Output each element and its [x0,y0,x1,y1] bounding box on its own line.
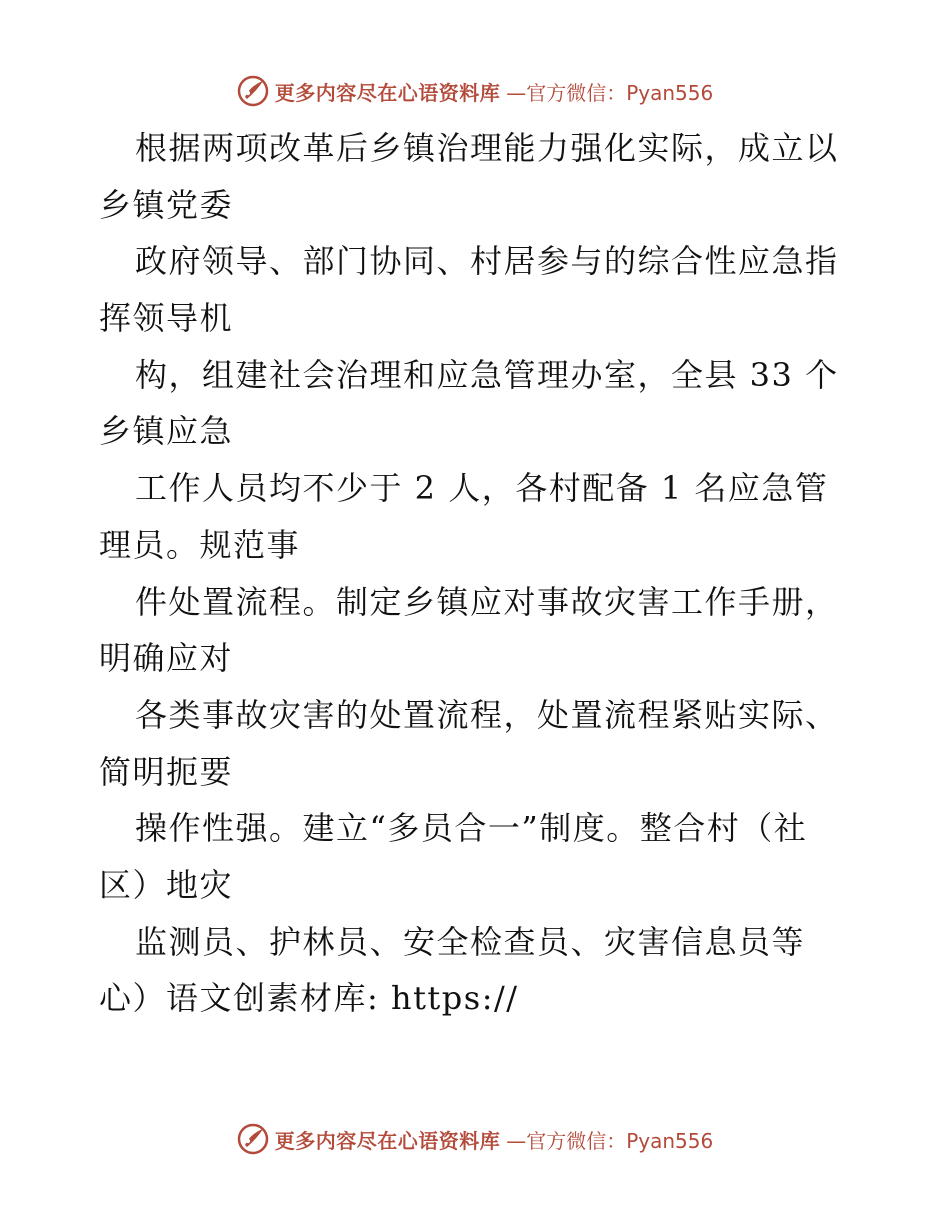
text-line: 乡镇党委 [99,185,234,224]
text-line: 心）语文创素材库: https:// [99,979,519,1018]
text-line: 件处置流程。制定乡镇应对事故灾害工作手册， [135,582,839,621]
text-line: 各类事故灾害的处置流程，处置流程紧贴实际、 [135,695,839,734]
text-line: 构，组建社会治理和应急管理办室，全县 33 个 [135,355,839,394]
banner-wechat: —官方微信：Pyan556 [506,80,714,105]
banner-title: 更多内容尽在心语资料库 [274,80,501,105]
quill-ink-logo-icon [237,1123,269,1155]
text-line: 监测员、护林员、安全检查员、灾害信息员等 [135,922,806,961]
quill-ink-logo-icon [237,75,269,107]
text-line: 简明扼要 [99,752,234,791]
banner-wechat: —官方微信：Pyan556 [506,1128,714,1153]
text-line: 理员。规范事 [99,525,301,564]
document-body [99,120,859,1027]
text-line: 区）地灾 [99,865,234,904]
text-line: 挥领导机 [99,299,234,338]
text-line: 乡镇应急 [99,412,234,451]
text-line: 明确应对 [99,639,234,678]
text-line: 操作性强。建立“多员合一”制度。整合村（社 [135,809,808,848]
text-line: 政府领导、部门协同、村居参与的综合性应急指 [135,242,839,281]
banner-title: 更多内容尽在心语资料库 [274,1128,501,1153]
text-line: 工作人员均不少于 2 人，各村配备 1 名应急管 [135,469,829,508]
header-banner [0,71,950,111]
footer-banner [0,1119,950,1159]
text-line: 根据两项改革后乡镇治理能力强化实际，成立以 [135,129,839,167]
